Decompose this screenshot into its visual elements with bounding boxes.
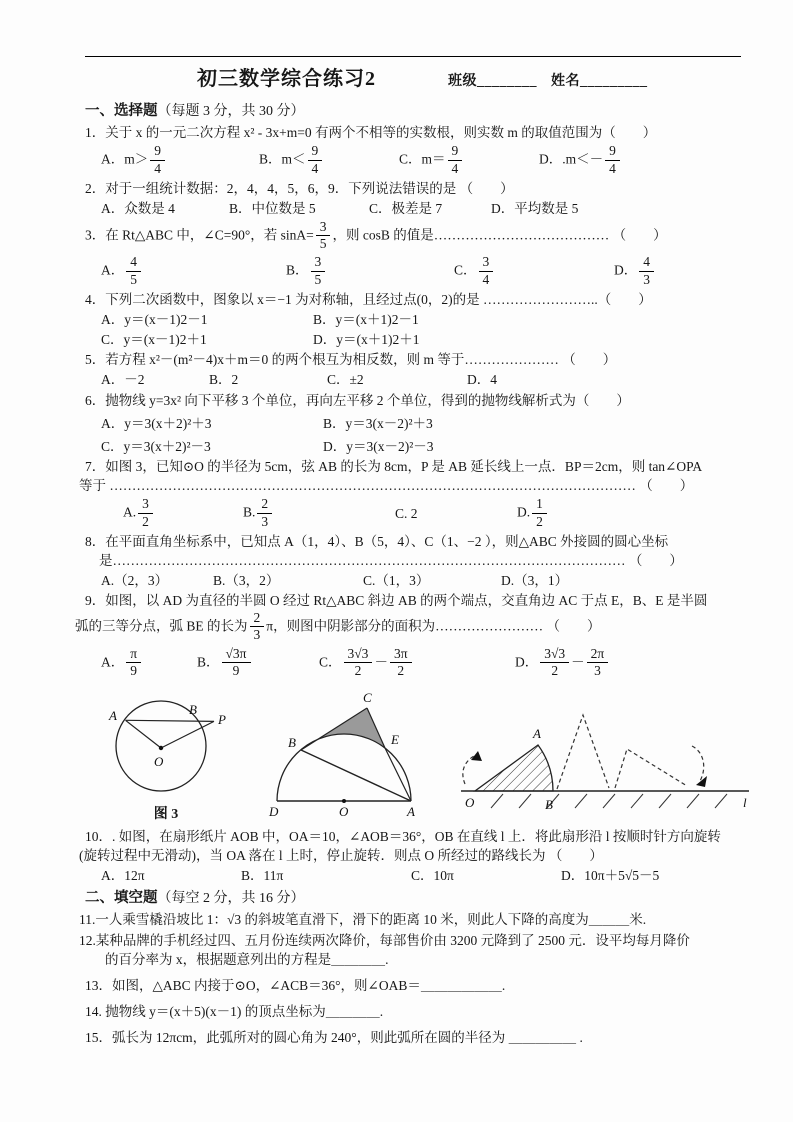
- question-3-options: [101, 254, 741, 288]
- option-b: B．中位数是 5: [229, 200, 316, 216]
- option-d: D．平均数是 5: [491, 200, 579, 216]
- question-7-stem-2: 等于 ……………………………………………………………………………………………………… （ ）: [79, 478, 694, 494]
- question-12: [79, 931, 741, 969]
- question-4-options-row2: [101, 330, 741, 349]
- page-header: [85, 65, 741, 93]
- figure-3-caption: 图 3: [153, 807, 179, 823]
- option-c: C．10π: [411, 868, 454, 884]
- question-9-options: [101, 646, 741, 680]
- option-a: A．众数是 4: [101, 200, 175, 216]
- option-c: C．极差是 7: [369, 200, 443, 216]
- question-4: [85, 290, 741, 349]
- question-1: [85, 123, 741, 178]
- question-11: 11.一人乘雪橇沿坡比 1：√3 的斜坡笔直滑下，滑下的距离 10 米，则此人下降的高度为＿＿＿米.: [79, 912, 647, 928]
- label-O: O: [339, 803, 349, 819]
- question-2-stem: 2．对于一组统计数据：2，4，4，5，6，9．下列说法错误的是 （ ）: [85, 180, 514, 196]
- question-15: 15．弧长为 12πcm，此弧所对的圆心角为 240°，则此弧所在圆的半径为 ＿＿＿＿＿ .: [85, 1030, 583, 1046]
- option-b: B． $\frac{3}{5}$: [286, 254, 454, 288]
- top-divider: [85, 56, 741, 57]
- option-b: B．m＜ $\frac{9}{4}$: [259, 143, 399, 177]
- question-12-stem-2: 的百分率为 x，根据题意列出的方程是＿＿＿＿.: [105, 951, 389, 967]
- section-1-heading: 一、选择题（每题 3 分，共 30 分）: [85, 103, 305, 120]
- question-5: [85, 350, 741, 389]
- label-B: B: [288, 734, 296, 750]
- option-c: C．y＝3(x＋2)²－3: [101, 438, 211, 454]
- question-14: 14. 抛物线 y＝(x＋5)(x－1) 的顶点坐标为＿＿＿＿.: [85, 1003, 384, 1019]
- question-1-stem: 1．关于 x 的一元二次方程 x² - 3x+m=0 有两个不相等的实数根，则实数 m 的取值范围为（ ）: [85, 125, 657, 141]
- question-3: [85, 219, 741, 289]
- option-d: D． $\frac{3√3}{2}$ － $\frac{2\pi}{3}$: [515, 646, 610, 680]
- option-d: D．y＝(x＋1)2＋1: [313, 332, 420, 348]
- option-b: B．2: [209, 372, 239, 388]
- label-l: l: [743, 794, 747, 810]
- label-B: B: [545, 796, 553, 812]
- section-2-heading: 二、填空题（每空 2 分，共 16 分）: [85, 890, 305, 907]
- name-blank: 姓名_________: [551, 74, 648, 89]
- question-5-options: [101, 370, 741, 389]
- page-title: 初三数学综合练习2: [197, 68, 376, 90]
- question-2: [85, 179, 741, 218]
- question-1-options: [101, 143, 741, 177]
- question-5-stem: 5．若方程 x²－(m²－4)x＋m＝0 的两个根互为相反数，则 m 等于………………… （ ）: [85, 352, 617, 368]
- option-c: C．m＝ $\frac{9}{4}$: [399, 143, 539, 177]
- figures-row: [97, 684, 747, 825]
- option-b: B．y＝3(x－2)²＋3: [323, 415, 433, 431]
- question-9-stem-2: 弧的三等分点，弧 BE 的长为 $\frac{2}{3}$ π，则图中阴影部分的面积为…………………… （ ）: [75, 610, 601, 643]
- class-blank: 班级________: [448, 74, 537, 89]
- option-d: D. $\frac{1}{2}$: [517, 496, 549, 530]
- option-a: A.（2，3）: [101, 572, 169, 588]
- question-8-stem: 8．在平面直角坐标系中，已知点 A（1，4）、B（5，4）、C（1、−2 ），则△ABC 外接圆的圆心坐标: [85, 533, 669, 549]
- question-10: [79, 827, 741, 885]
- option-c: C．y＝(x－1)2＋1: [101, 332, 207, 348]
- question-8: [85, 532, 741, 590]
- question-7-stem: 7．如图 3，已知⊙O 的半径为 5cm，弦 AB 的长为 8cm，P 是 AB 延长线上一点．BP＝2cm，则 tan∠OPA: [85, 459, 703, 475]
- option-d: D．4: [467, 372, 497, 388]
- label-P: P: [218, 711, 226, 727]
- question-9: [75, 591, 741, 680]
- question-13: 13．如图，△ABC 内接于⊙O，∠ACB＝36°，则∠OAB＝＿＿＿＿＿＿.: [85, 977, 506, 993]
- question-6-options-row1: [101, 414, 741, 433]
- option-a: A．y＝(x－1)2－1: [101, 311, 208, 327]
- question-10-stem: 10．. 如图，在扇形纸片 AOB 中，OA＝10，∠AOB＝36°，OB 在直线 l 上．将此扇形沿 l 按顺时针方向旋转: [85, 829, 721, 845]
- label-A: A: [533, 725, 541, 741]
- option-d: D.（3，1）: [501, 572, 569, 588]
- question-8-stem-2: 是…………………………………………………………………………………………………… （ ）: [99, 552, 683, 568]
- option-a: A. $\frac{3}{2}$: [123, 496, 243, 530]
- option-b: B． $\frac{√3\pi}{9}$: [197, 646, 319, 680]
- option-c: C.（1，3）: [363, 572, 430, 588]
- label-O: O: [465, 794, 475, 810]
- question-7: [79, 457, 741, 531]
- question-6: [85, 391, 741, 456]
- question-4-stem: 4．下列二次函数中，图象以 x＝−1 为对称轴，且经过点(0，2)的是 ……………………..（ ）: [85, 291, 652, 307]
- option-d: D．.m＜－ $\frac{9}{4}$: [539, 143, 622, 177]
- label-C: C: [363, 689, 372, 705]
- option-c: C． $\frac{3√3}{2}$ － $\frac{3\pi}{2}$: [319, 646, 515, 680]
- label-E: E: [391, 731, 399, 747]
- question-10-stem-2: (旋转过程中无滑动)，当 OA 落在 l 上时，停止旋转．则点 O 所经过的路线长为 （ ）: [79, 848, 603, 864]
- question-12-stem: 12.某种品牌的手机经过四、五月份连续两次降价，每部售价由 3200 元降到了 2500 元．设平均每月降价: [79, 932, 690, 948]
- question-4-options-row1: [101, 310, 741, 329]
- figure-semicircle-svg: [257, 688, 435, 820]
- option-c: C． $\frac{3}{4}$: [454, 254, 614, 288]
- option-a: A．12π: [101, 868, 145, 884]
- label-O: O: [154, 753, 164, 769]
- option-a: A． $\frac{4}{5}$: [101, 254, 286, 288]
- option-b: B．y＝(x＋1)2－1: [313, 311, 419, 327]
- option-b: B.（3，2）: [213, 572, 280, 588]
- option-d: D． $\frac{4}{3}$: [614, 254, 656, 288]
- option-b: B. $\frac{2}{3}$: [243, 496, 395, 530]
- question-2-options: [101, 199, 741, 218]
- option-a: A． $\frac{\pi}{9}$: [101, 646, 197, 680]
- option-d: D．10π＋5√5－5: [561, 868, 660, 884]
- option-c: C．±2: [327, 372, 364, 388]
- option-a: A．－2: [101, 372, 145, 388]
- question-10-options: [101, 866, 741, 885]
- question-7-options: [123, 496, 741, 530]
- option-b: B．11π: [241, 868, 284, 884]
- question-6-stem: 6．抛物线 y=3x² 向下平移 3 个单位，再向左平移 2 个单位，得到的抛物线解析式为（ ）: [85, 392, 630, 408]
- question-6-options-row2: [101, 437, 741, 456]
- label-B: B: [189, 701, 197, 717]
- option-a: A．y＝3(x＋2)²＋3: [101, 415, 212, 431]
- label-A: A: [407, 803, 415, 819]
- label-D: D: [269, 803, 279, 819]
- question-9-stem: 9．如图，以 AD 为直径的半圆 O 经过 Rt△ABC 斜边 AB 的两个端点，交直角边 AC 于点 E，B、E 是半圆: [85, 593, 708, 609]
- figure-semicircle-q9: [257, 688, 435, 825]
- figure-sector-svg: [457, 688, 757, 820]
- option-c: C. 2: [395, 505, 418, 521]
- figure-sector-q10: [457, 688, 757, 825]
- option-d: D．y＝3(x－2)²－3: [323, 438, 434, 454]
- figure-circle-q7: [97, 684, 235, 825]
- option-a: A．m＞ $\frac{9}{4}$: [101, 143, 259, 177]
- question-3-stem: 3．在 Rt△ABC 中，∠C=90°，若 sinA= $\frac{3}{5}$ ，则 cosB 的值是………………………………… （ ）: [85, 219, 667, 252]
- label-A: A: [109, 707, 117, 723]
- figure-circle-svg: [97, 684, 235, 802]
- question-8-options: [101, 571, 741, 590]
